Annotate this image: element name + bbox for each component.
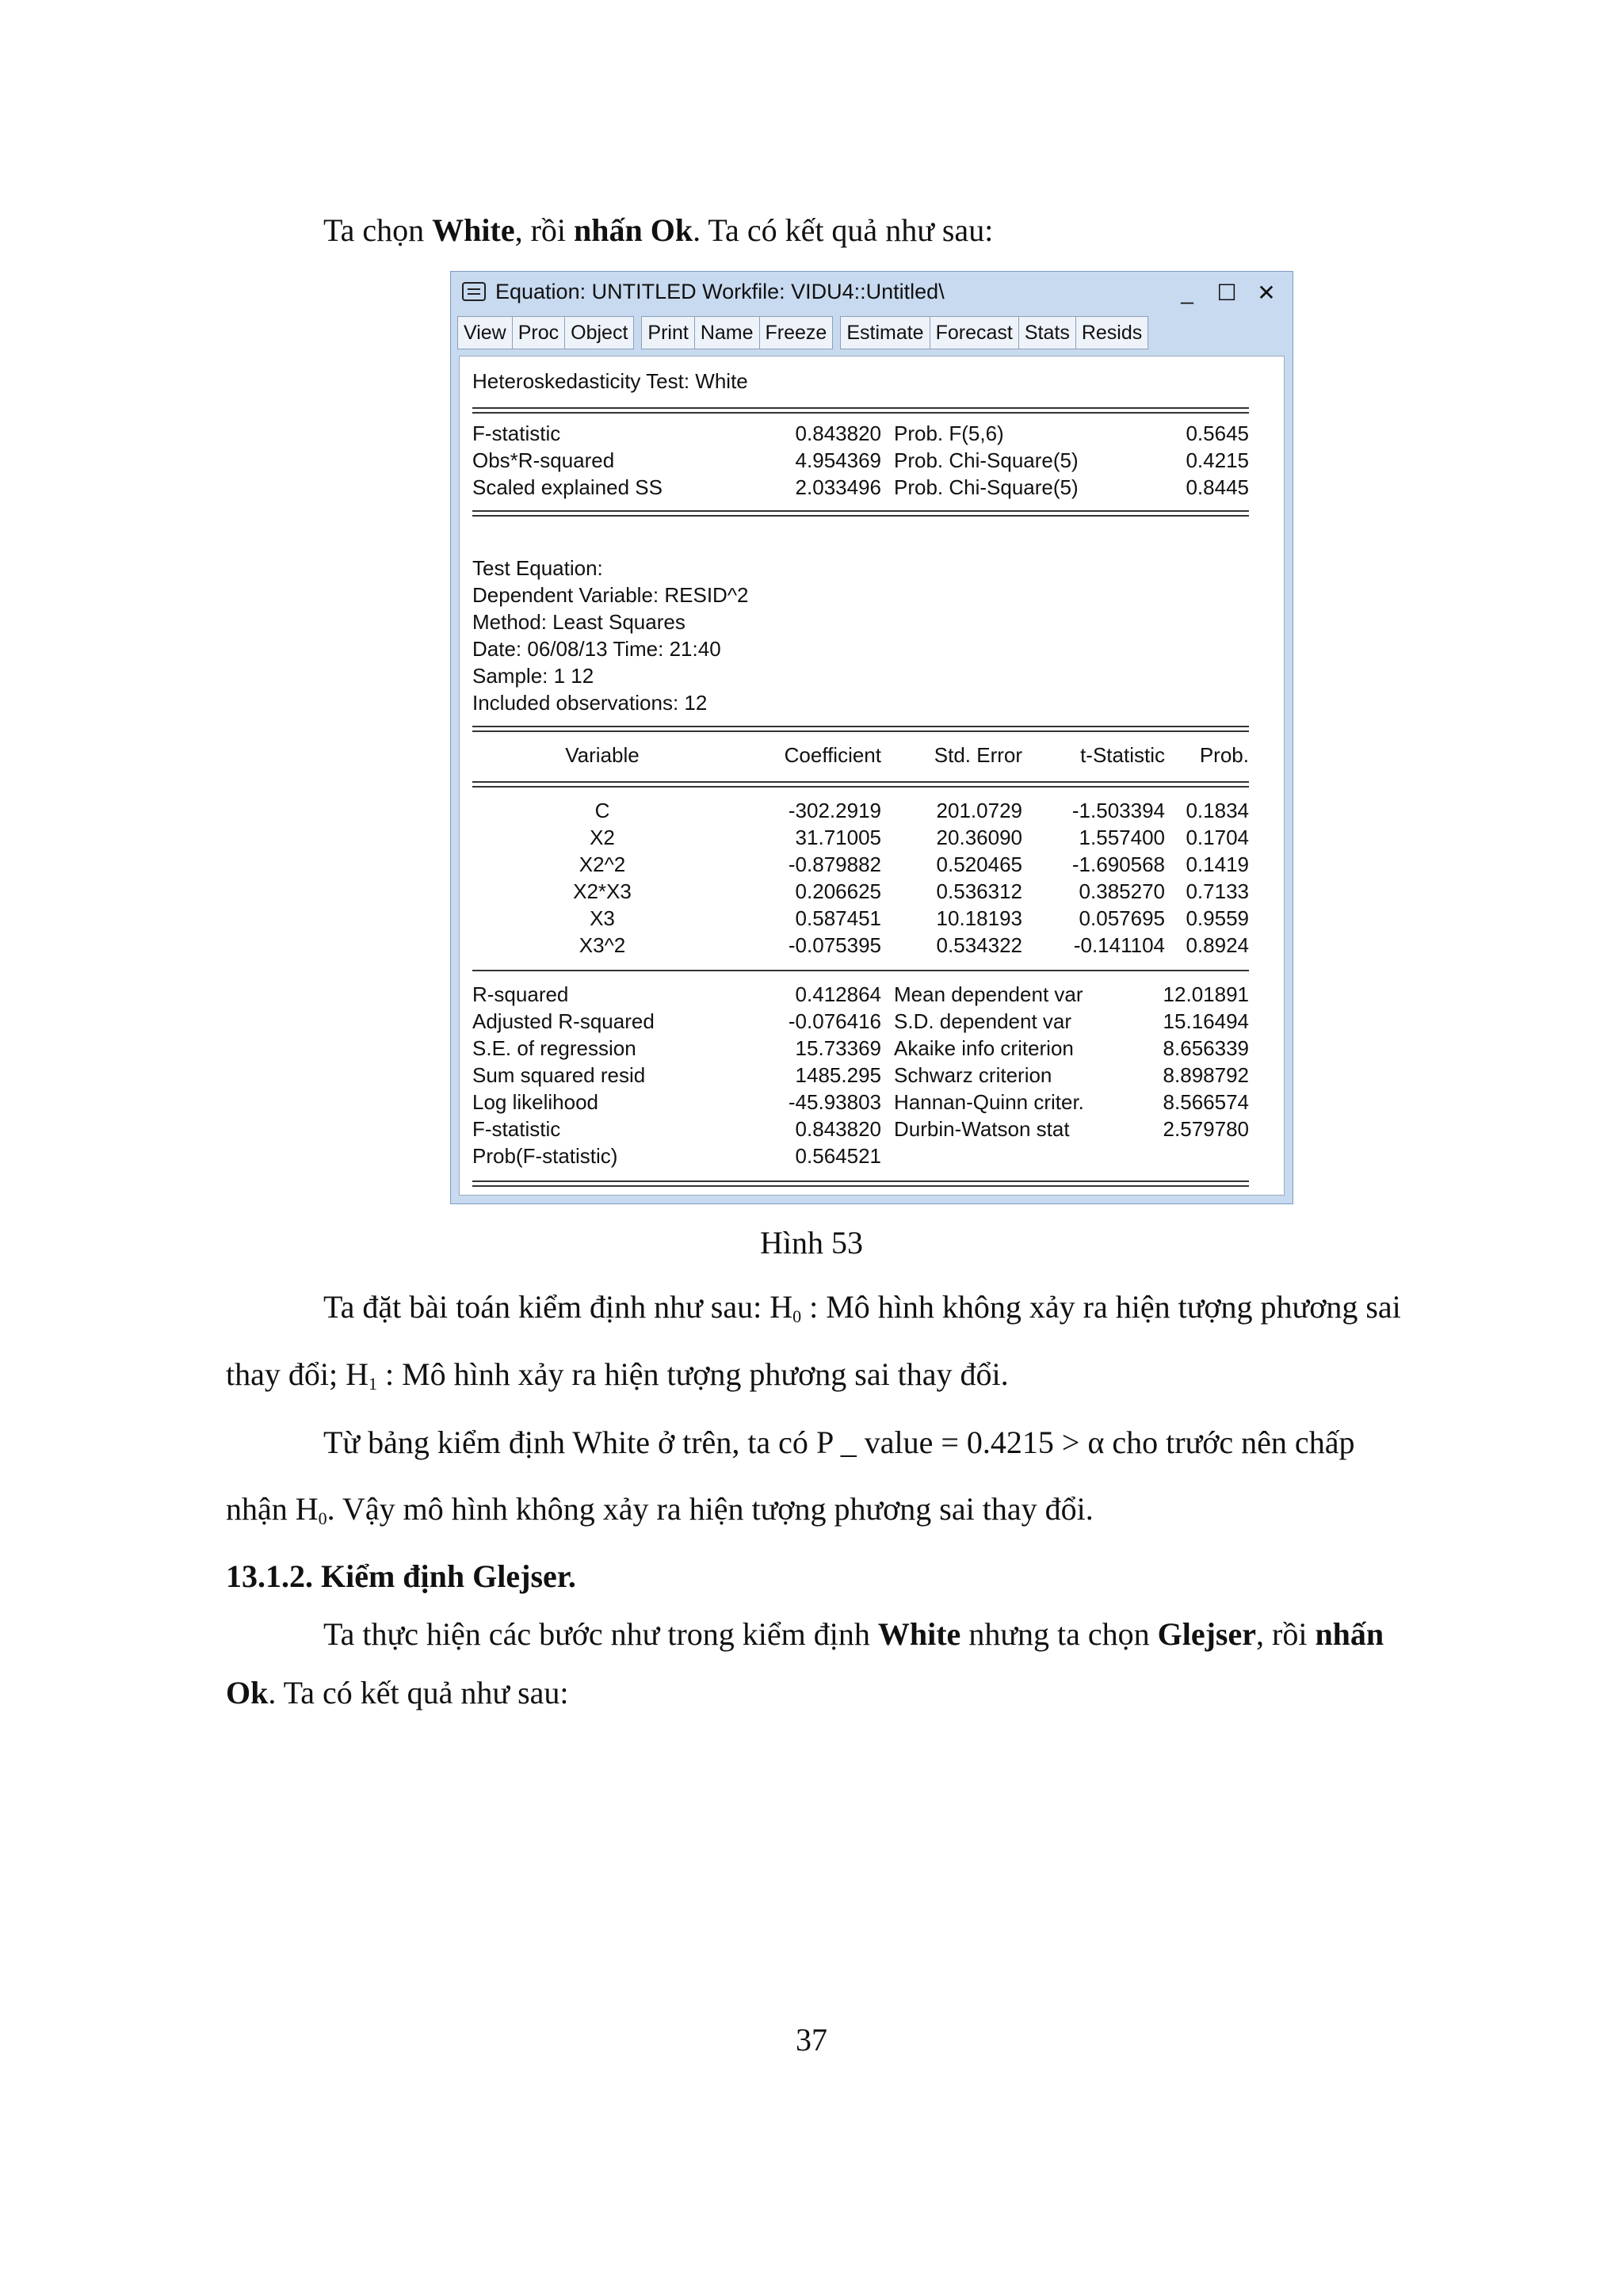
divider: [472, 726, 1249, 732]
column-header: Variable: [565, 743, 640, 767]
estimate-button[interactable]: Estimate: [840, 316, 930, 349]
stat-prob-label: Prob. Chi-Square(5): [894, 448, 1079, 472]
summary-value: 2.579780: [1163, 1117, 1249, 1141]
column-header: Prob.: [1199, 743, 1249, 767]
summary-label: Sum squared resid: [472, 1063, 646, 1087]
info-line: Date: 06/08/13 Time: 21:40: [472, 637, 721, 661]
table-cell: -0.075395: [788, 933, 881, 957]
table-cell: 0.9559: [1186, 906, 1249, 930]
table-cell: -302.2919: [788, 799, 881, 822]
table-cell: 0.1704: [1186, 826, 1249, 849]
stat-prob-label: Prob. Chi-Square(5): [894, 475, 1079, 499]
summary-value: 8.898792: [1163, 1063, 1249, 1087]
stat-prob: 0.5645: [1186, 421, 1249, 445]
stat-prob-label: Prob. F(5,6): [894, 421, 1004, 445]
object-button[interactable]: Object: [564, 316, 634, 349]
divider: [472, 970, 1249, 971]
intro-paragraph: Ta chọn White, rồi nhấn Ok. Ta có kết quả như sau:: [323, 212, 994, 248]
table-cell: 10.18193: [936, 906, 1022, 930]
summary-label: S.D. dependent var: [894, 1009, 1072, 1033]
summary-value: 15.73369: [795, 1036, 881, 1060]
summary-value: 0.412864: [795, 982, 881, 1006]
conclusion-paragraph-cont: nhận $H_0$. Vậy mô hình không xảy ra hiện tượng phương sai thay đổi.: [226, 1491, 1094, 1528]
table-cell: 0.534322: [936, 933, 1022, 957]
info-line: Method: Least Squares: [472, 610, 685, 634]
table-cell: 0.057695: [1079, 906, 1165, 930]
table-cell: X2*X3: [573, 879, 632, 903]
section-heading: 13.1.2. Kiểm định Glejser.: [226, 1558, 576, 1594]
column-header: Coefficient: [784, 743, 881, 767]
summary-value: 0.564521: [795, 1144, 881, 1168]
summary-label: Adjusted R-squared: [472, 1009, 655, 1033]
forecast-button[interactable]: Forecast: [930, 316, 1019, 349]
resids-button[interactable]: Resids: [1075, 316, 1148, 349]
figure-caption: Hình 53: [760, 1225, 863, 1261]
name-button[interactable]: Name: [694, 316, 760, 349]
table-cell: 0.7133: [1186, 879, 1249, 903]
table-cell: 0.385270: [1079, 879, 1165, 903]
table-cell: X3^2: [579, 933, 626, 957]
table-cell: 0.536312: [936, 879, 1022, 903]
hypothesis-paragraph-cont: thay đổi; $H_1$ : Mô hình xảy ra hiện tượng phương sai thay đổi.: [226, 1356, 1009, 1394]
info-line: Test Equation:: [472, 556, 603, 580]
info-line: Dependent Variable: RESID^2: [472, 583, 749, 607]
window-titlebar: [451, 272, 1293, 311]
stat-name: Scaled explained SS: [472, 475, 663, 499]
window-toolbar: [457, 316, 1155, 349]
page-number: 37: [796, 2022, 827, 2058]
stat-value: 0.843820: [795, 421, 881, 445]
p-value-formula: P _ value = 0.4215 > α: [815, 1425, 1105, 1460]
table-cell: X2: [590, 826, 615, 849]
close-icon[interactable]: ✕: [1257, 280, 1276, 305]
divider: [472, 781, 1249, 788]
summary-value: 0.843820: [795, 1117, 881, 1141]
info-line: Included observations: 12: [472, 691, 708, 715]
stat-prob: 0.4215: [1186, 448, 1249, 472]
summary-label: Hannan-Quinn criter.: [894, 1090, 1084, 1114]
table-cell: 0.1419: [1186, 852, 1249, 876]
divider: [472, 1180, 1249, 1187]
table-cell: -1.690568: [1071, 852, 1165, 876]
summary-label: F-statistic: [472, 1117, 561, 1141]
summary-value: 8.566574: [1163, 1090, 1249, 1114]
info-line: Sample: 1 12: [472, 664, 594, 688]
proc-button[interactable]: Proc: [512, 316, 565, 349]
table-cell: -1.503394: [1071, 799, 1165, 822]
table-cell: -0.879882: [788, 852, 881, 876]
summary-label: Log likelihood: [472, 1090, 599, 1114]
table-cell: C: [594, 799, 610, 822]
table-cell: 1.557400: [1079, 826, 1165, 849]
window-title: Equation: UNTITLED Workfile: VIDU4::Untitled\: [495, 279, 945, 303]
table-cell: X3: [590, 906, 615, 930]
table-cell: 0.587451: [795, 906, 881, 930]
table-cell: -0.141104: [1073, 933, 1165, 957]
minimize-icon[interactable]: _: [1181, 280, 1193, 304]
table-cell: 0.1834: [1186, 799, 1249, 822]
summary-label: Mean dependent var: [894, 982, 1083, 1006]
glejser-paragraph-cont: Ok. Ta có kết quả như sau:: [226, 1675, 569, 1711]
maximize-icon[interactable]: ☐: [1216, 280, 1237, 305]
summary-label: S.E. of regression: [472, 1036, 636, 1060]
summary-value: 8.656339: [1163, 1036, 1249, 1060]
stat-name: F-statistic: [472, 421, 561, 445]
glejser-paragraph: Ta thực hiện các bước như trong kiểm định White nhưng ta chọn Glejser, rồi nhấn: [323, 1616, 1384, 1652]
stat-value: 2.033496: [795, 475, 881, 499]
divider: [472, 510, 1249, 517]
summary-label: Durbin-Watson stat: [894, 1117, 1070, 1141]
summary-value: -45.93803: [788, 1090, 881, 1114]
table-cell: 31.71005: [795, 826, 881, 849]
summary-value: 12.01891: [1163, 982, 1249, 1006]
window-menu-icon[interactable]: [462, 282, 486, 301]
hypothesis-paragraph: Ta đặt bài toán kiểm định như sau: $H_0$ : Mô hình không xảy ra hiện tượng phương sai: [323, 1289, 1401, 1326]
stat-prob: 0.8445: [1186, 475, 1249, 499]
summary-value: 1485.295: [795, 1063, 881, 1087]
table-cell: 20.36090: [936, 826, 1022, 849]
summary-label: R-squared: [472, 982, 569, 1006]
stat-name: Obs*R-squared: [472, 448, 615, 472]
summary-label: Schwarz criterion: [894, 1063, 1052, 1087]
table-cell: 0.206625: [795, 879, 881, 903]
print-button[interactable]: Print: [641, 316, 694, 349]
table-cell: 201.0729: [936, 799, 1022, 822]
summary-label: Prob(F-statistic): [472, 1144, 618, 1168]
eviews-equation-window: [450, 271, 1293, 1204]
conclusion-paragraph: Từ bảng kiểm định White ở trên, ta có P _ value = 0.4215 > α cho trước nên chấp: [323, 1425, 1355, 1460]
summary-value: -0.076416: [788, 1009, 881, 1033]
column-header: Std. Error: [934, 743, 1022, 767]
freeze-button[interactable]: Freeze: [759, 316, 834, 349]
summary-value: 15.16494: [1163, 1009, 1249, 1033]
column-header: t-Statistic: [1080, 743, 1165, 767]
divider: [472, 407, 1249, 414]
test-title: Heteroskedasticity Test: White: [472, 369, 748, 393]
stat-value: 4.954369: [795, 448, 881, 472]
stats-button[interactable]: Stats: [1018, 316, 1076, 349]
output-pane: [459, 356, 1285, 1196]
table-cell: 0.8924: [1186, 933, 1249, 957]
table-cell: 0.520465: [936, 852, 1022, 876]
table-cell: X2^2: [579, 852, 626, 876]
summary-label: Akaike info criterion: [894, 1036, 1074, 1060]
view-button[interactable]: View: [457, 316, 513, 349]
